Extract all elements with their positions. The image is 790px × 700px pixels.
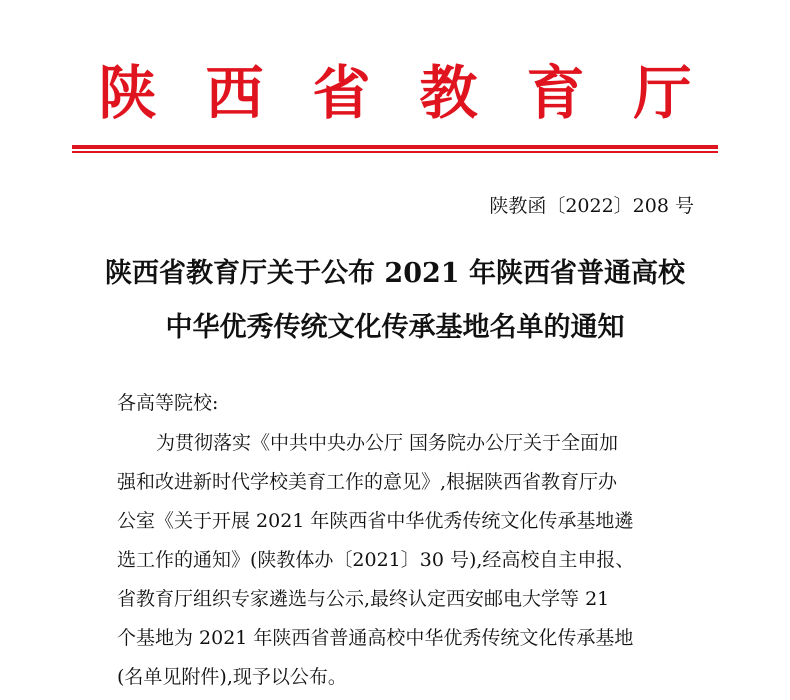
body-line: 省教育厅组织专家遴选与公示,最终认定西安邮电大学等 21 bbox=[117, 588, 610, 610]
document-title-line-1: 陕西省教育厅关于公布 2021 年陕西省普通高校 bbox=[105, 258, 685, 289]
header-red-rule-thick bbox=[72, 145, 718, 149]
document-number: 陕教函〔2022〕208 号 bbox=[489, 195, 694, 217]
header-red-rule-thin bbox=[72, 151, 718, 153]
body-line: 选工作的通知》(陕教体办〔2021〕30 号),经高校自主申报、 bbox=[117, 549, 635, 571]
body-line: (名单见附件),现予以公布。 bbox=[117, 666, 347, 688]
body-line: 公室《关于开展 2021 年陕西省中华优秀传统文化传承基地遴 bbox=[117, 510, 634, 532]
issuing-authority-title: 陕西省教育厅 bbox=[98, 59, 741, 127]
document-title-line-2: 中华优秀传统文化传承基地名单的通知 bbox=[165, 312, 625, 343]
salutation: 各高等院校: bbox=[117, 392, 219, 414]
body-line: 为贯彻落实《中共中央办公厅 国务院办公厅关于全面加 bbox=[156, 432, 619, 454]
body-line: 个基地为 2021 年陕西省普通高校中华优秀传统文化传承基地 bbox=[117, 627, 634, 649]
body-line: 强和改进新时代学校美育工作的意见》,根据陕西省教育厅办 bbox=[117, 471, 618, 493]
